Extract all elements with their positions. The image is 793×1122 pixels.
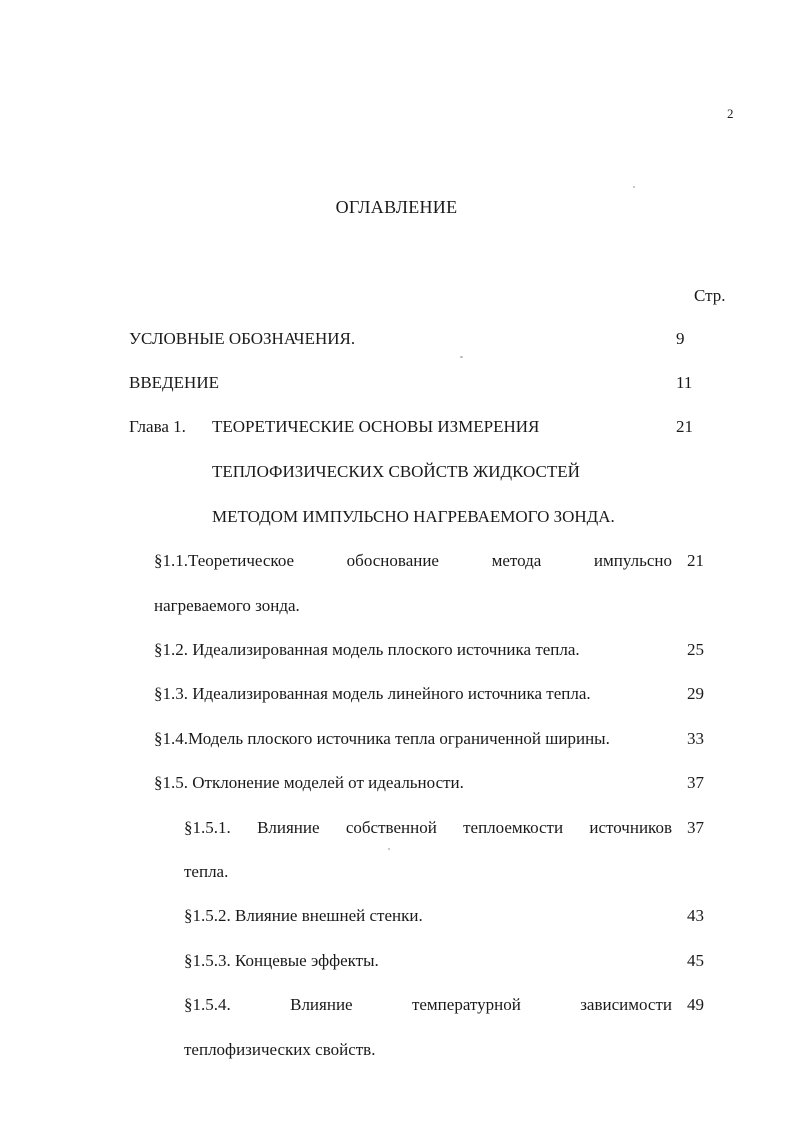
- scan-speck: [460, 356, 463, 358]
- word: температурной: [411, 995, 521, 1014]
- chapter-label: Глава 1.: [129, 417, 186, 436]
- word: источников: [589, 818, 672, 837]
- word: §1.5.1.: [184, 818, 231, 837]
- toc-page-s1-1: 21: [687, 551, 704, 570]
- toc-page-s1-5-3: 45: [687, 951, 704, 970]
- word: §1.5.4.: [184, 995, 231, 1014]
- page-number: 2: [727, 106, 734, 121]
- chapter-title-line3: МЕТОДОМ ИМПУЛЬСНО НАГРЕВАЕМОГО ЗОНДА.: [212, 507, 615, 526]
- word: метода: [491, 551, 542, 570]
- toc-entry-s1-5: §1.5. Отклонение моделей от идеальности.: [154, 773, 464, 792]
- toc-entry-s1-2: §1.2. Идеализированная модель плоского источника тепла.: [154, 640, 580, 659]
- toc-page-chapter1: 21: [676, 417, 693, 436]
- scan-speck: [633, 186, 635, 188]
- toc-entry-intro: ВВЕДЕНИЕ: [129, 373, 219, 392]
- toc-entry-s1-5-4-line2: теплофизических свойств.: [184, 1040, 376, 1059]
- word: Влияние: [290, 995, 353, 1014]
- toc-entry-s1-5-1-line1: [184, 817, 672, 839]
- chapter-title-line1: ТЕОРЕТИЧЕСКИЕ ОСНОВЫ ИЗМЕРЕНИЯ: [212, 417, 540, 436]
- word: импульсно: [593, 551, 672, 570]
- toc-entry-s1-5-2: §1.5.2. Влияние внешней стенки.: [184, 906, 423, 925]
- toc-entry-s1-5-1-line2: тепла.: [184, 862, 229, 881]
- toc-entry-s1-3: §1.3. Идеализированная модель линейного источника тепла.: [154, 684, 591, 703]
- toc-page-symbols: 9: [676, 329, 685, 348]
- word: теплоемкости: [463, 818, 564, 837]
- toc-entry-s1-4: §1.4.Модель плоского источника тепла ограниченной ширины.: [154, 729, 610, 748]
- word: §1.1.Теоретическое: [154, 551, 295, 570]
- toc-entry-s1-5-3: §1.5.3. Концевые эффекты.: [184, 951, 379, 970]
- toc-page-s1-4: 33: [687, 729, 704, 748]
- toc-title: ОГЛАВЛЕНИЕ: [335, 197, 458, 217]
- toc-page-s1-5-1: 37: [687, 818, 704, 837]
- toc-entry-s1-1-line1: [154, 550, 672, 572]
- toc-page-s1-5-4: 49: [687, 995, 704, 1014]
- word: собственной: [345, 818, 437, 837]
- toc-entry-symbols: УСЛОВНЫЕ ОБОЗНАЧЕНИЯ.: [129, 329, 356, 348]
- word: обоснование: [346, 551, 439, 570]
- word: зависимости: [580, 995, 672, 1014]
- toc-page-s1-2: 25: [687, 640, 704, 659]
- toc-page-s1-5: 37: [687, 773, 704, 792]
- toc-entry-s1-1-line2: нагреваемого зонда.: [154, 596, 300, 615]
- toc-page-s1-5-2: 43: [687, 906, 704, 925]
- word: Влияние: [257, 818, 320, 837]
- chapter-title-line2: ТЕПЛОФИЗИЧЕСКИХ СВОЙСТВ ЖИДКОСТЕЙ: [212, 462, 580, 481]
- scan-speck: [388, 848, 390, 850]
- toc-page-s1-3: 29: [687, 684, 704, 703]
- toc-page-intro: 11: [676, 373, 693, 392]
- page-column-header: Стр.: [694, 286, 726, 305]
- toc-entry-s1-5-4-line1: [184, 994, 672, 1016]
